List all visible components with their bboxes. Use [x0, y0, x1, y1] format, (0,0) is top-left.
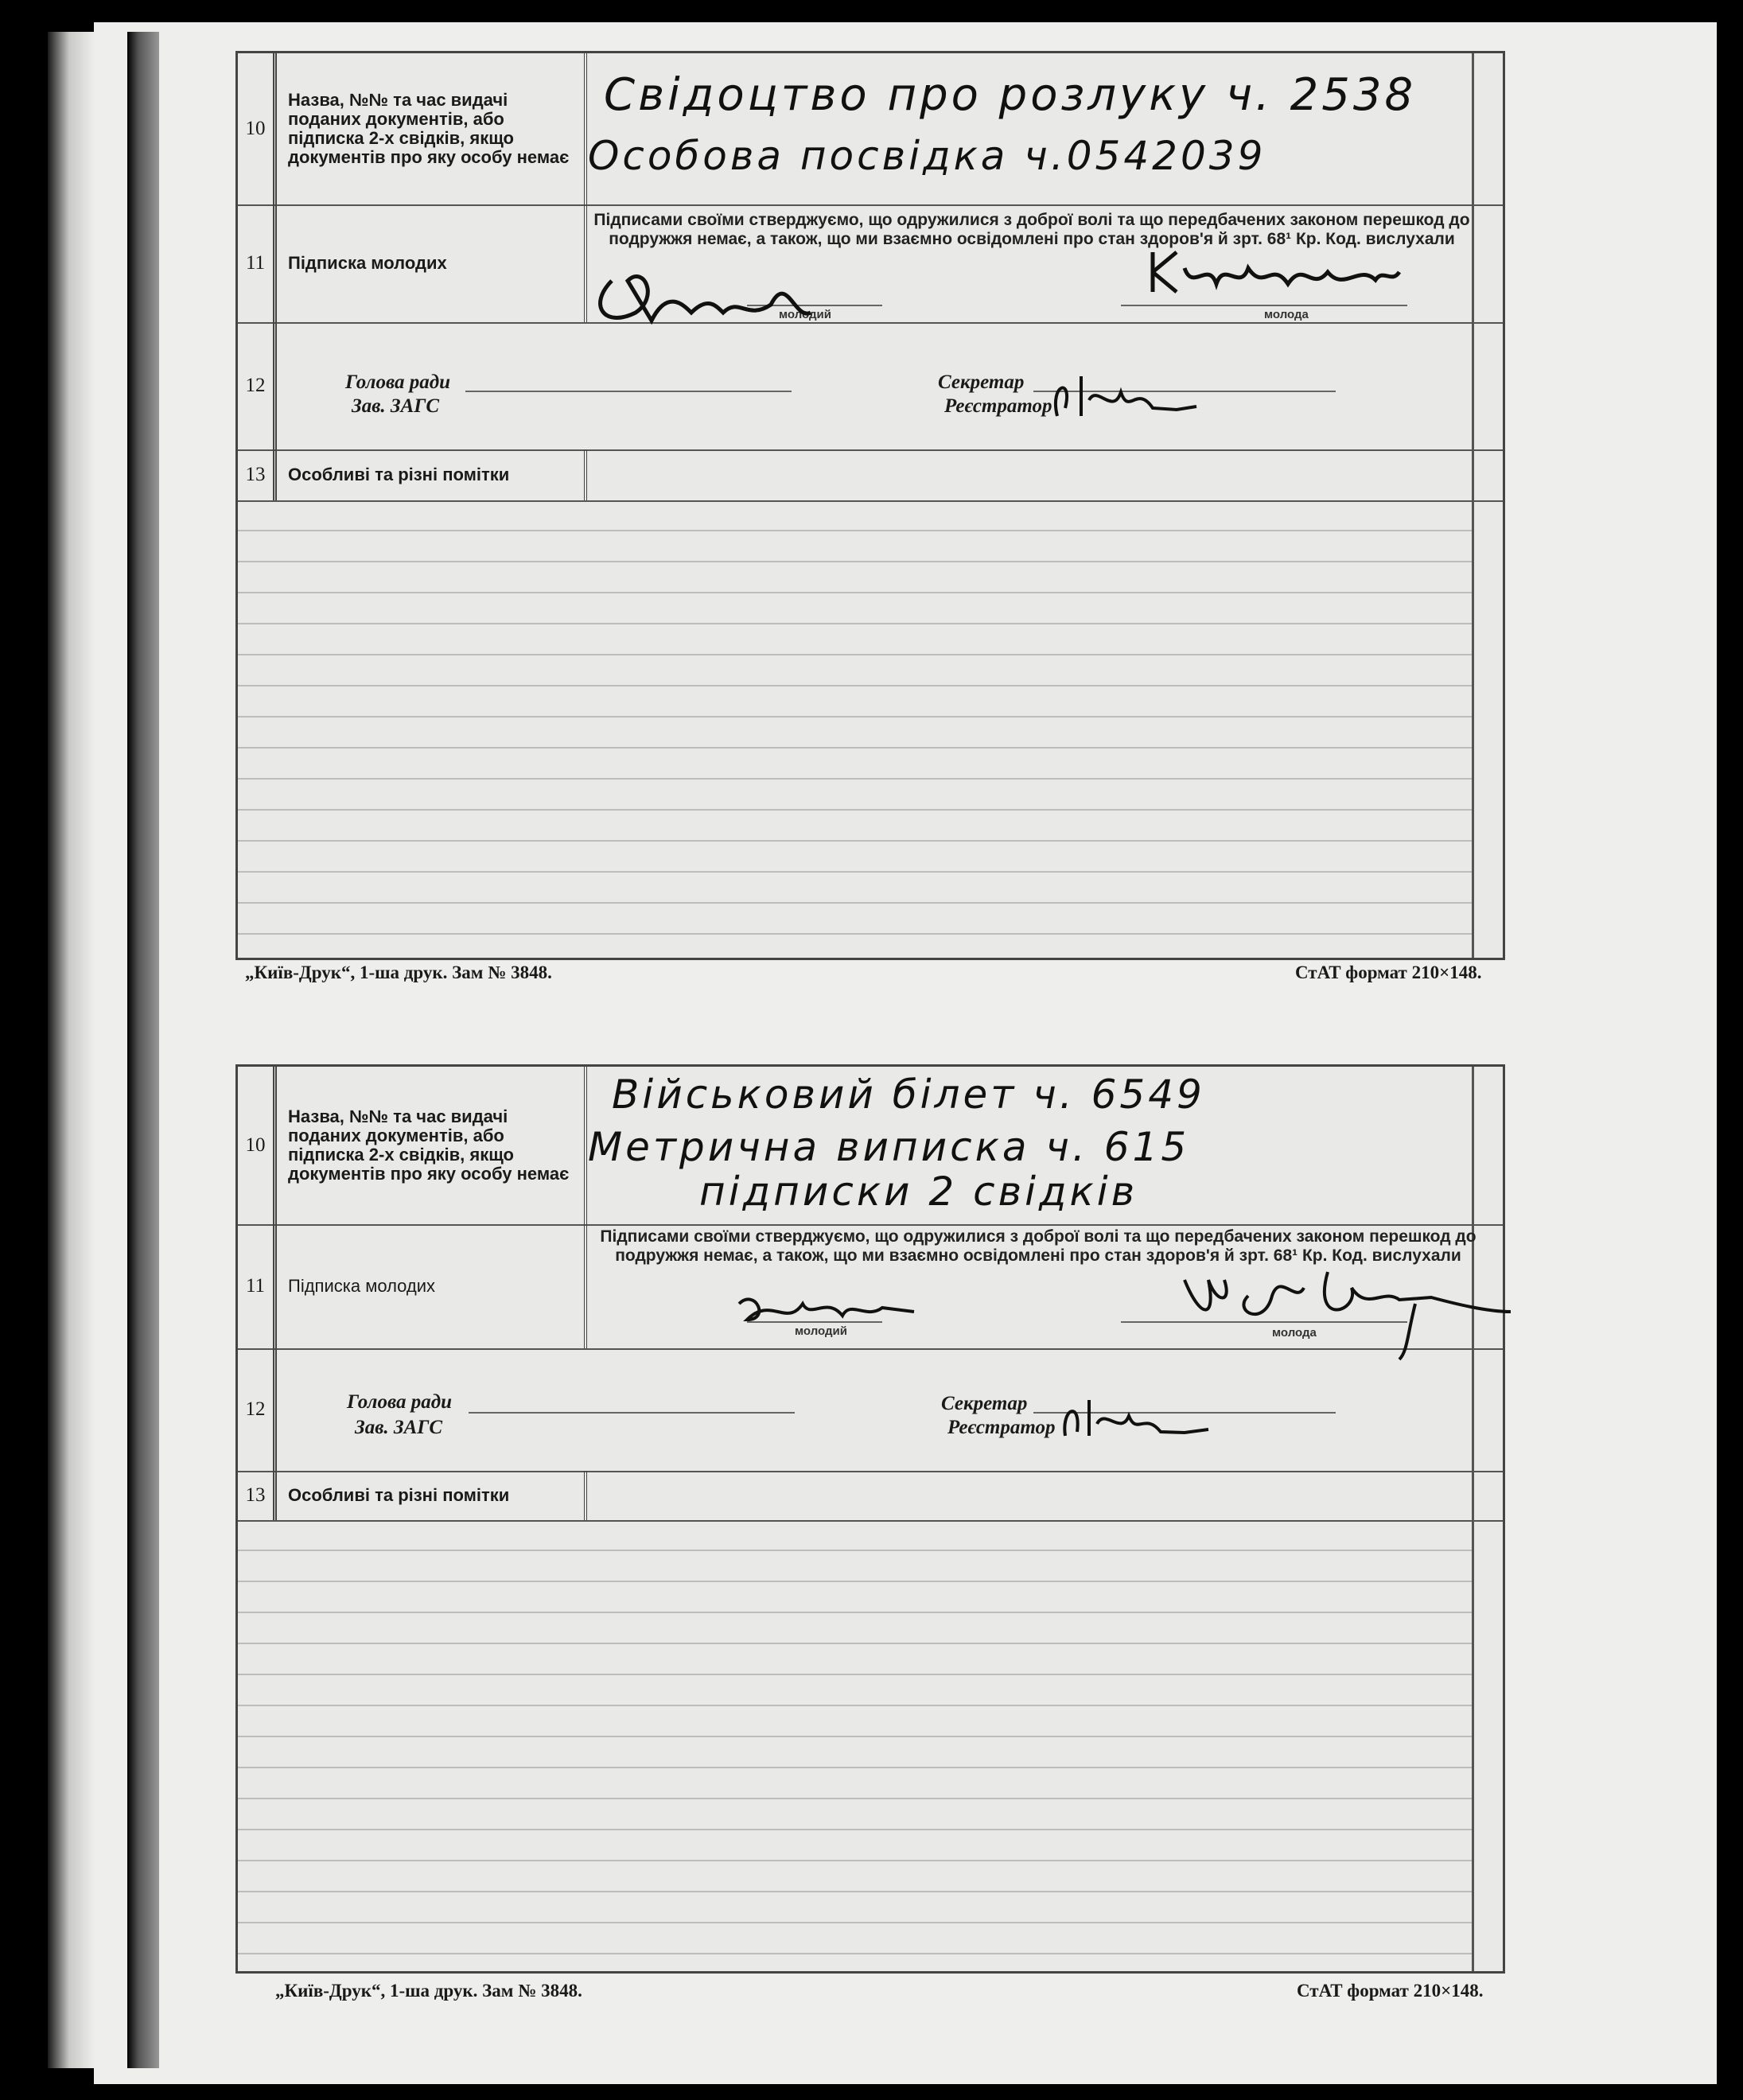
- row-10: [238, 1067, 1503, 1226]
- row-label: Особливі та різні помітки: [277, 449, 587, 500]
- secretary-label: Секретар: [941, 1393, 1028, 1414]
- format-footer: СтАТ формат 210×148.: [1297, 1981, 1484, 2001]
- chair-label: Голова ради: [345, 371, 451, 393]
- row-number: 10: [238, 53, 277, 204]
- registrar-label: Реєстратор: [944, 395, 1052, 417]
- registrar-signature: [1057, 1388, 1216, 1452]
- right-margin-rule: [1472, 1471, 1474, 1520]
- right-margin-rule: [1472, 53, 1474, 204]
- secretary-label: Секретар: [938, 371, 1025, 393]
- row-13: [238, 449, 1503, 502]
- row-number: 12: [238, 322, 277, 449]
- row-number: 10: [238, 1067, 277, 1224]
- handwritten-document-line: Метрична виписка ч. 615: [588, 1124, 1190, 1170]
- row-12: [238, 322, 1503, 451]
- record-form-top: [235, 51, 1505, 960]
- row-number: 11: [238, 204, 277, 322]
- row-number: 12: [238, 1348, 277, 1471]
- row-label: Назва, №№ та час видачі поданих документів, або підписка 2-х свідків, якщо документів про яку особу немає: [277, 53, 587, 204]
- handwritten-document-line: Особова посвідка ч.0542039: [588, 133, 1266, 179]
- bride-label: молода: [1264, 308, 1309, 321]
- row-label: Назва, №№ та час видачі поданих документів, або підписка 2-х свідків, якщо документів про яку особу немає: [277, 1067, 587, 1224]
- row-number: 13: [238, 449, 277, 500]
- row-label: Підписка молодих: [277, 1224, 587, 1348]
- right-margin-rule: [1472, 1067, 1474, 1224]
- right-margin-rule: [1472, 1348, 1474, 1471]
- right-margin-rule: [1472, 1520, 1474, 1971]
- groom-label: молодий: [779, 308, 831, 321]
- right-margin-rule: [1472, 500, 1474, 958]
- chair-signature-line: [469, 1412, 795, 1414]
- handwritten-document-line: Свідоцтво про розлуку ч. 2538: [604, 69, 1417, 121]
- row-10: [238, 53, 1503, 206]
- handwritten-document-line: Військовий білет ч. 6549: [612, 1071, 1205, 1118]
- row-label: Особливі та різні помітки: [277, 1471, 587, 1520]
- row-12-spacer: [277, 322, 278, 449]
- binding-shadow: [127, 32, 159, 2068]
- chair-label: Голова ради: [347, 1391, 453, 1413]
- groom-label: молодий: [795, 1324, 847, 1338]
- row-11: [238, 1224, 1503, 1350]
- declaration-text: Підписами своїми стверджуємо, що одружилися з доброї волі та що передбачених законом перешкод до подружжя немає, а також, що ми взаємно освідомлені про стан здоров'я й зрт. 68¹ Кр. Код. вислухали: [600, 1227, 1476, 1265]
- bride-label: молода: [1272, 1326, 1317, 1340]
- zags-label: Зав. ЗАГС: [352, 395, 440, 417]
- format-footer: СтАТ формат 210×148.: [1295, 962, 1482, 982]
- right-margin-rule: [1472, 322, 1474, 449]
- printer-footer: „Київ-Друк“, 1-ша друк. Зам № 3848.: [245, 962, 552, 982]
- handwritten-document-line: підписки 2 свідків: [699, 1169, 1138, 1215]
- bride-signature: [1137, 236, 1407, 308]
- row-11: [238, 204, 1503, 324]
- record-form-bottom: [235, 1064, 1505, 1974]
- chair-signature-line: [465, 391, 792, 392]
- notes-ruled-area: [238, 500, 1474, 955]
- declaration-text: Підписами своїми стверджуємо, що одружилися з доброї волі та що передбачених законом перешкод до подружжя немає, а також, що ми взаємно освідомлені про стан здоров'я й зрт. 68¹ Кр. Код. вислухали: [593, 211, 1470, 248]
- registrar-label: Реєстратор: [947, 1417, 1056, 1438]
- row-12: [238, 1348, 1503, 1472]
- notes-ruled-area: [238, 1520, 1474, 1969]
- zags-label: Зав. ЗАГС: [355, 1417, 443, 1438]
- printer-footer: „Київ-Друк“, 1-ша друк. Зам № 3848.: [275, 1981, 582, 2001]
- registrar-signature: [1041, 360, 1200, 432]
- groom-signature: [723, 1280, 930, 1336]
- right-margin-rule: [1472, 449, 1474, 500]
- row-label: Підписка молодих: [277, 204, 587, 322]
- row-13: [238, 1471, 1503, 1522]
- row-number: 11: [238, 1224, 277, 1348]
- row-number: 13: [238, 1471, 277, 1520]
